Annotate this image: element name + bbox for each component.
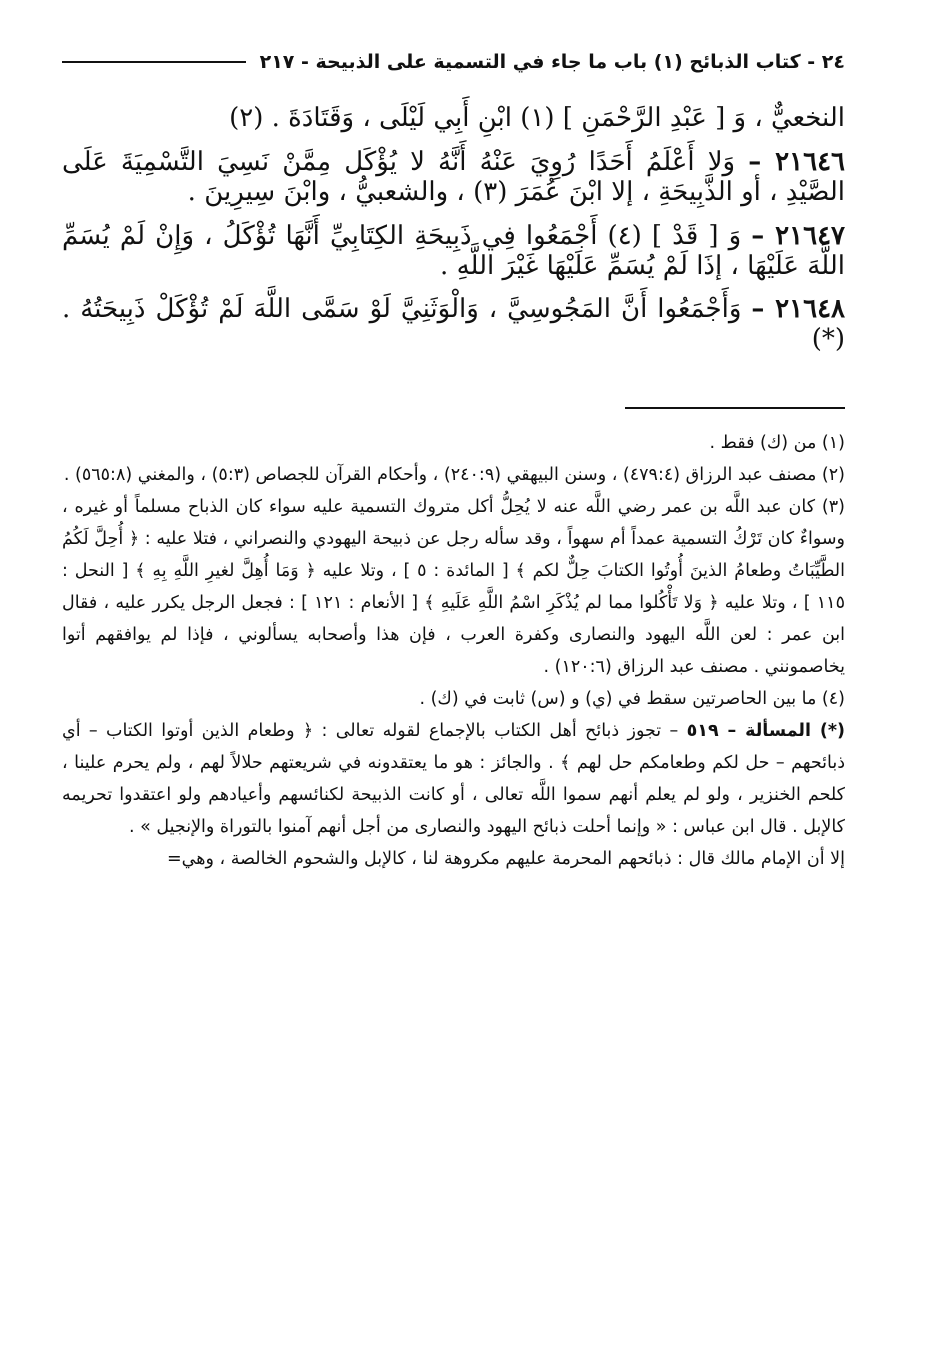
header-rule [62,61,246,63]
paragraph-number: ٢١٦٤٧ – [751,220,845,251]
footnote-2: (٢) مصنف عبد الرزاق (٤٧٩:٤) ، وسنن البيهقي (٢٤٠:٩) ، وأحكام القرآن للجصاص (٥:٣) ، والمغني (٥٦٥:٨) . [63,465,845,486]
paragraph-number: ٢١٦٤٨ – [751,294,845,325]
footnote-3: (٣) كان عبد اللَّه بن عمر رضي اللَّه عنه لا يُحِلُّ أكل متروك التسمية عليه سواء كان الذباح مسلماً أو غيره ، وسواءٌ كان تَرْكُ التسمية عمداً أم سهواً ، وقد سأله رجل عن ذبيحة اليهودي والنصراني ، فتلا عليه : ﴿ أُحِلَّ لَكُمُ الطَّيِّبَاتُ وطعامُ الذينَ أُوتُوا الكتابَ حِلٌّ لكم ﴾ [ المائدة : ٥ ] ، وتلا عليه ﴿ وَمَا أُهِلَّ لغيرِ اللَّهِ بِهِ ﴾ [ النحل : ١١٥ ] ، وتلا عليه ﴿ وَلا تَأْكُلوا مما لم يُذْكَرِ اسْمُ اللَّهِ عَلَيهِ ﴾ [ الأنعام : ١٢١ ] : فجعل الرجل يكرر عليه ، فقال ابن عمر : لعن اللَّه اليهود والنصارى وكفرة العرب ، فإن هذا وأصحابه يسألوني ، فإذا لم يوافقهم أتوا يخاصمونني . مصنف عبد الرزاق (١٢٠:٦) . [62,497,845,678]
paragraph-21646 [62,148,845,208]
footnote-separator [625,407,845,409]
paragraph-number: ٢١٦٤٦ – [748,146,845,177]
main-line-1: النخعيٌّ ، وَ [ عَبْدِ الرَّحْمَنِ ] (١) ابْنِ أَبِي لَيْلَى ، وَقَتَادَةَ . (٢) [229,103,845,133]
masala-text: – تجوز ذبائح أهل الكتاب بالإجماع لقوله تعالى : ﴿ وطعام الذين أوتوا الكتاب – أي ذبائحهم – حل لكم وطعامكم حل لهم ﴾ . والجائز : هو ما يعتقدونه في شريعتهم حلالاً لهم ، ولم يحرم علينا ، كلحم الخنزير ، ولو لم يعلم أنهم سموا اللَّه تعالى ، أو كانت الذبيحة لكنائسهم وأعيادهم ولو اعتقدوا تحريمه كالإبل . قال ابن عباس : « وإنما أحلت ذبائح اليهود والنصارى من أجل أنهم آمنوا بالتوراة والإنجيل » . [62,721,845,838]
paragraph-text: وَلا أَعْلَمُ أَحَدًا رُوِيَ عَنْهُ أَنَّهُ لا يُؤْكَل مِمَّنْ نَسِيَ التَّسْمِيَةَ عَلَى الصَّيْدِ ، أو الذَّبِيحَةِ ، إلا ابْنَ عُمَرَ (٣) ، والشعبيُّ ، وابْنَ سِيرِينَ . [62,146,845,207]
header-title: ٢٤ - كتاب الذبائح (١) باب ما جاء في التسمية على الذبيحة - ٢١٧ [259,51,845,73]
footnote-continuation: إلا أن الإمام مالك قال : ذبائحهم المحرمة عليهم مكروهة لنا ، كالإبل والشحوم الخالصة ، وهي= [167,849,845,870]
paragraph-text: وَأَجْمَعُوا أَنَّ المَجُوسِيَّ ، وَالْوَثَنِيَّ لَوْ سَمَّى اللَّهَ لَمْ تُؤْكَلْ ذَبِيحَتُهُ . (*) [62,294,845,355]
footnote-1: (١) من (ك) فقط . [709,433,845,454]
running-header [62,40,845,84]
paragraph-21647 [62,222,845,282]
footnote-star [62,715,845,843]
paragraph-21648 [62,295,845,355]
main-text [62,104,845,355]
footnote-4: (٤) ما بين الحاصرتين سقط في (ي) و (س) ثابت في (ك) . [419,689,845,710]
paragraph-text: وَ [ قَدْ ] (٤) أَجْمَعُوا فِي ذَبِيحَةِ الكِتَابِيِّ أَنَّهَا تُؤْكَلُ ، وَإِنْ لَمْ يُسَمِّ اللَّهَ عَلَيْهَا ، إذَا لَمْ يُسَمِّ عَلَيْهَا غَيْرَ اللَّهِ . [62,220,845,281]
footnotes [62,427,845,875]
masala-label: (*) المسألة – ٥١٩ [686,721,845,742]
